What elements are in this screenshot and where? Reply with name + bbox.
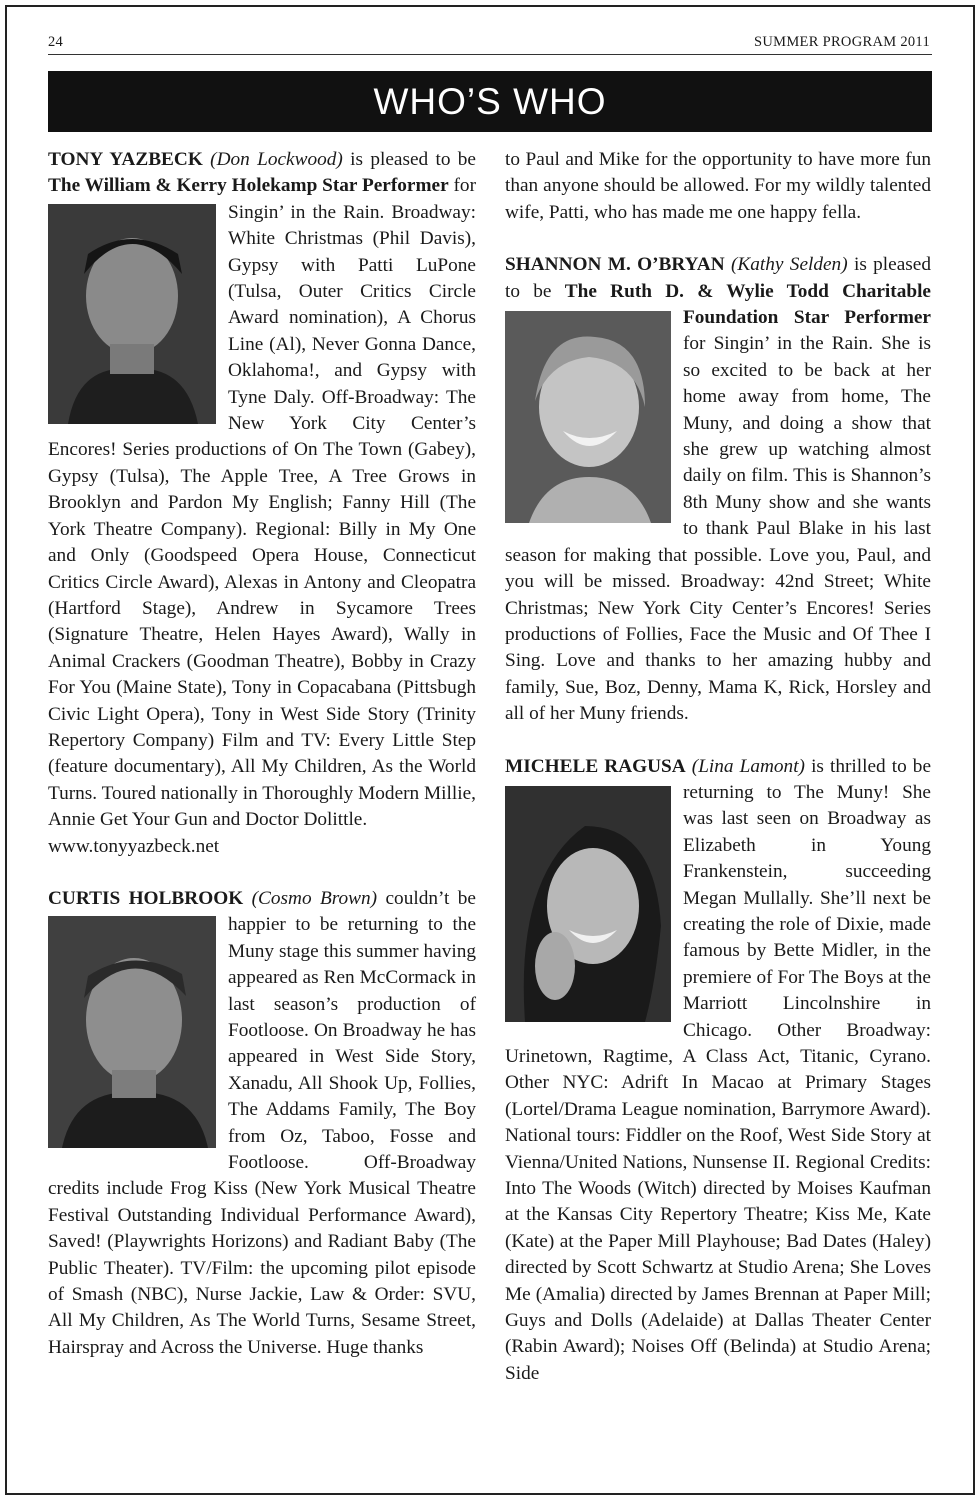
bio-name: CURTIS HOLBROOK: [48, 887, 244, 909]
bio-lead: is pleased to be: [505, 254, 931, 302]
bio-role: (Cosmo Brown): [251, 887, 378, 909]
bio-name: TONY YAZBECK: [48, 149, 203, 170]
bio-text: for Singin’ in the Rain. She is so excited to be back at her home away from home, The Muny, and doing a show that she grew up watching almost daily on film. This is Shannon’s 8th Muny show and she wants to thank Paul Blake in his last season for making that possible. Love you, Paul, and you will be missed. Broadway: 42nd Street; White Christmas; New York City Center’s Encores! Series productions of Follies, Face the Music and Of Thee I Sing. Love and thanks to her amazing hubby and family, Sue, Boz, Denny, Mama K, Rick, Horsley and all of her Muny friends.: [505, 333, 931, 725]
page-header: [48, 34, 932, 56]
bio-tony-yazbeck: [48, 147, 476, 860]
bio-lead: is pleased to be: [342, 149, 476, 170]
bio-sponsor: The William & Kerry Holekamp Star Performer: [48, 175, 449, 197]
bio-name: SHANNON M. O’BRYAN: [505, 254, 725, 276]
bio-text: couldn’t be happier to be returning to the Muny stage this summer having appeared as Ren McCormack in last season’s production of Footloose. On Broadway he has appeared in West Side Story, Xanadu, All Shook Up, Follies, The Addams Family, The Boy from Oz, Taboo, Fosse and Footloose. Off-Broadway credits include Frog Kiss (New York Musical Theatre Festival Outstanding Individual Performance Award), Saved! (Playwrights Horizons) and Radiant Baby (The Public Theater). TV/Film: the upcoming pilot episode of Smash (NBC), Nurse Jackie, Law & Order: SVU, All My Children, As The World Turns, Sesame Street, Hairspray and Across the Universe. Huge thanks: [48, 887, 476, 1358]
right-column: [505, 147, 931, 1413]
bio-shannon-obryan: [505, 252, 931, 727]
bio-michele-ragusa: [505, 754, 931, 1388]
headshot-photo: [505, 786, 671, 1022]
bio-website-link[interactable]: www.tonyyazbeck.net: [48, 835, 220, 857]
headshot-photo: [505, 311, 671, 523]
section-banner: [48, 71, 932, 132]
bio-role: (Kathy Selden): [730, 254, 848, 276]
headshot-photo: [48, 204, 216, 424]
bio-sponsor: The Ruth D. & Wylie Todd Charitable Foundation Star Performer: [564, 280, 931, 329]
bio-text: is thrilled to be returning to The Muny! She was last seen on Broadway as Elizabeth in Young Frankenstein, succeeding Megan Mullally. She’ll next be creating the role of Dixie, made famous by Bette Midler, in the premiere of For The Boys at the Marriott Lincolnshire in Chicago. Other Broadway: Urinetown, Ragtime, A Class Act, Titanic, Cyrano. Other NYC: Adrift In Macao at Primary Stages (Lortel/Drama League nomination, Barrymore Award). National tours: Fiddler on the Roof, West Side Story at Vienna/United Nations, Nunsense II. Regional Credits: Into The Woods (Witch) directed by Moises Kaufman at the Kansas City Repertory Theatre; Kiss Me, Kate (Kate) at the Paper Mill Playhouse; Bad Dates (Haley) directed by Scott Schwartz at Studio Arena; She Loves Me (Amalia) directed by James Brennan at Paper Mill; Guys and Dolls (Adelaide) at Dallas Theater Center (Rabin Award); Noises Off (Belinda) at Studio Arena; Side: [505, 755, 932, 1384]
bio-role: (Lina Lamont): [691, 755, 805, 777]
bio-role: (Don Lockwood): [210, 149, 343, 170]
page-number: 24: [48, 34, 64, 50]
bio-curtis-holbrook: [48, 886, 476, 1361]
headshot-photo: [48, 916, 216, 1148]
section-title: WHO’S WHO: [373, 80, 607, 122]
bio-text: for Singin’ in the Rain. Broadway: White Christmas (Phil Davis), Gypsy with Patti LuPone (Tulsa, Outer Critics Circle Award nomination), A Chorus Line (Al), Never Gonna Dance, Oklahoma!, and Gypsy with Tyne Daly. Off-Broadway: The New York City Center’s Encores! Series productions of On The Town (Gabey), Gypsy (Tulsa), The Apple Tree, A Tree Grows in Brooklyn and Pardon My English; Fanny Hill (The York Theatre Company). Regional: Billy in My One and Only (Goodspeed Opera House, Connecticut Critics Circle Award), Alexas in Antony and Cleopatra (Hartford Stage), Andrew in Sycamore Trees (Signature Theatre, Helen Hayes Award), Wally in Animal Crackers (Goodman Theatre), Bobby in Crazy For You (Maine State), Tony in Copacabana (Pittsbugh Civic Light Opera), Tony in West Side Story (Trinity Repertory Company) Film and TV: Every Little Step (feature documentary), All My Children, As the World Turns. Toured nationally in Thoroughly Modern Millie, Annie Get Your Gun and Doctor Dolittle.: [48, 175, 476, 831]
left-column: [48, 147, 476, 1387]
bio-text: to Paul and Mike for the opportunity to have more fun than anyone should be allowed. For my wildly talented wife, Patti, who has made me one happy fella.: [505, 149, 931, 223]
bio-name: MICHELE RAGUSA: [505, 755, 686, 777]
header-rule: [48, 54, 932, 55]
program-title: SUMMER PROGRAM 2011: [754, 34, 930, 50]
bio-continuation: [505, 147, 931, 226]
